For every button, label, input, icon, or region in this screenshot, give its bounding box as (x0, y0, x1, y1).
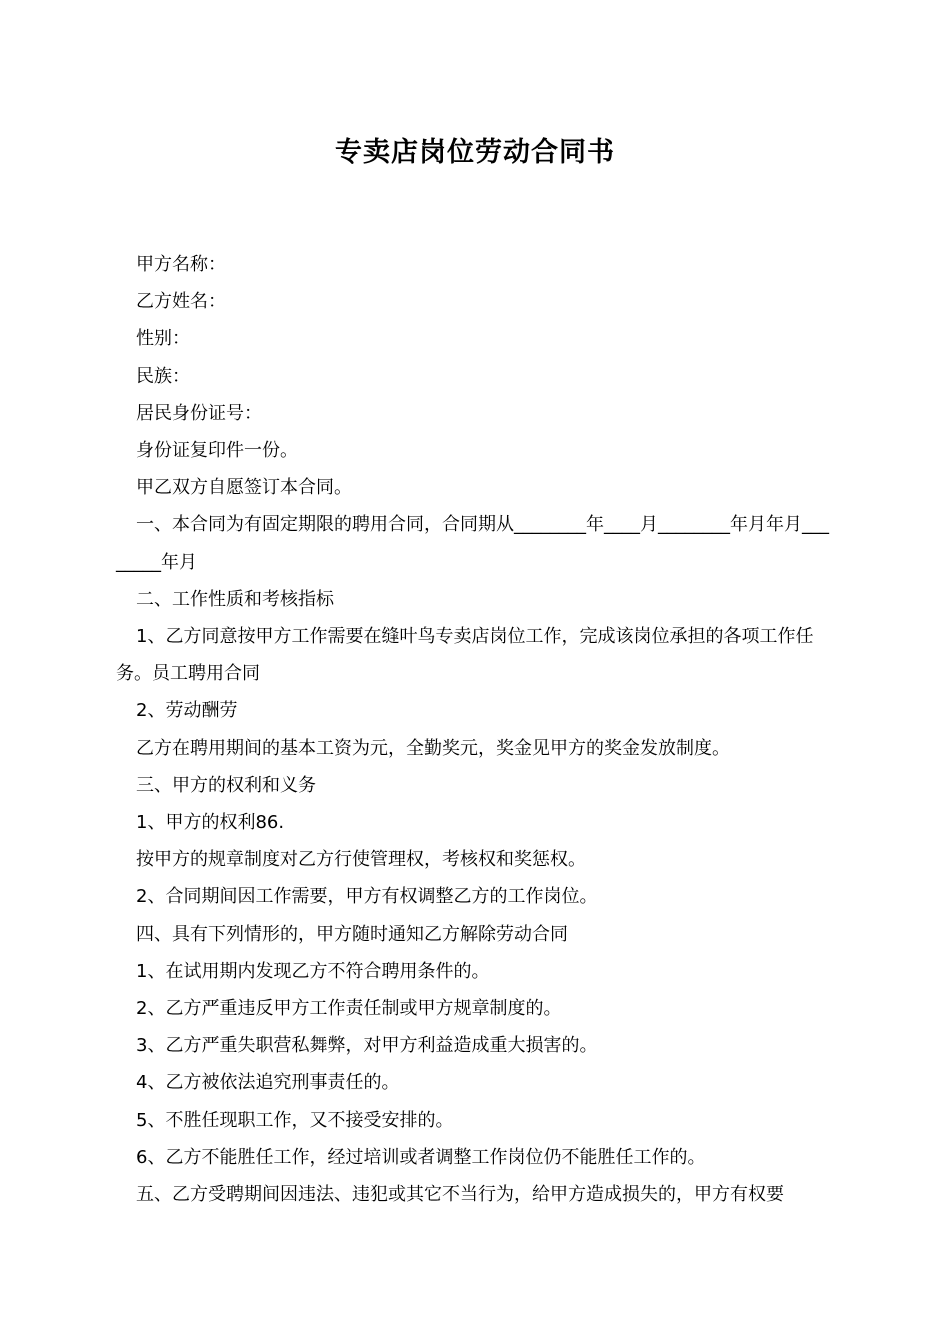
section-3-heading: 三、甲方的权利和义务 (136, 774, 316, 796)
ethnicity-line: 民族： (136, 365, 190, 387)
salary-clause: 乙方在聘用期间的基本工资为元，全勤奖元，奖金见甲方的奖金发放制度。 (136, 737, 730, 759)
section-4-item-3: 3、乙方严重失职营私舞弊，对甲方利益造成重大损害的。 (136, 1035, 598, 1057)
document-body (116, 246, 836, 1213)
section-4-item-4: 4、乙方被依法追究刑事责任的。 (136, 1072, 400, 1094)
id-copy-line: 身份证复印件一份。 (136, 440, 298, 462)
section-4-item-2: 2、乙方严重违反甲方工作责任制或甲方规章制度的。 (136, 998, 562, 1020)
party-a-name-line: 甲方名称： (136, 254, 226, 275)
section-4-heading: 四、具有下列情形的，甲方随时通知乙方解除劳动合同 (136, 923, 568, 945)
management-rights-clause: 按甲方的规章制度对乙方行使管理权，考核权和奖惩权。 (136, 849, 586, 871)
section-2-item-1: 1、乙方同意按甲方工作需要在缝叶鸟专卖店岗位工作，完成该岗位承担的各项工作任务。员工聘用合同 (116, 626, 814, 685)
agreement-line: 甲乙双方自愿签订本合同。 (136, 477, 352, 499)
section-4-item-1: 1、在试用期内发现乙方不符合聘用条件的。 (136, 960, 490, 982)
section-5-clause: 五、乙方受聘期间因违法、违犯或其它不当行为，给甲方造成损失的，甲方有权要 (136, 1184, 784, 1206)
gender-line: 性别： (136, 328, 190, 350)
id-number-line: 居民身份证号： (136, 402, 262, 424)
party-b-name-line: 乙方姓名： (136, 291, 226, 313)
document-title: 专卖店岗位劳动合同书 (335, 137, 615, 168)
section-4-item-6: 6、乙方不能胜任工作，经过培训或者调整工作岗位仍不能胜任工作的。 (136, 1146, 706, 1168)
section-3-item-1: 1、甲方的权利86. (136, 812, 285, 834)
section-1-term: 一、本合同为有固定期限的聘用合同，合同期从________年____月________年月年月________年月 (116, 514, 829, 573)
section-4-item-5: 5、不胜任现职工作，又不接受安排的。 (136, 1109, 454, 1131)
section-2-item-2: 2、劳动酬劳 (136, 700, 238, 722)
section-2-heading: 二、工作性质和考核指标 (136, 588, 334, 610)
section-3-item-2: 2、合同期间因工作需要，甲方有权调整乙方的工作岗位。 (136, 886, 598, 908)
